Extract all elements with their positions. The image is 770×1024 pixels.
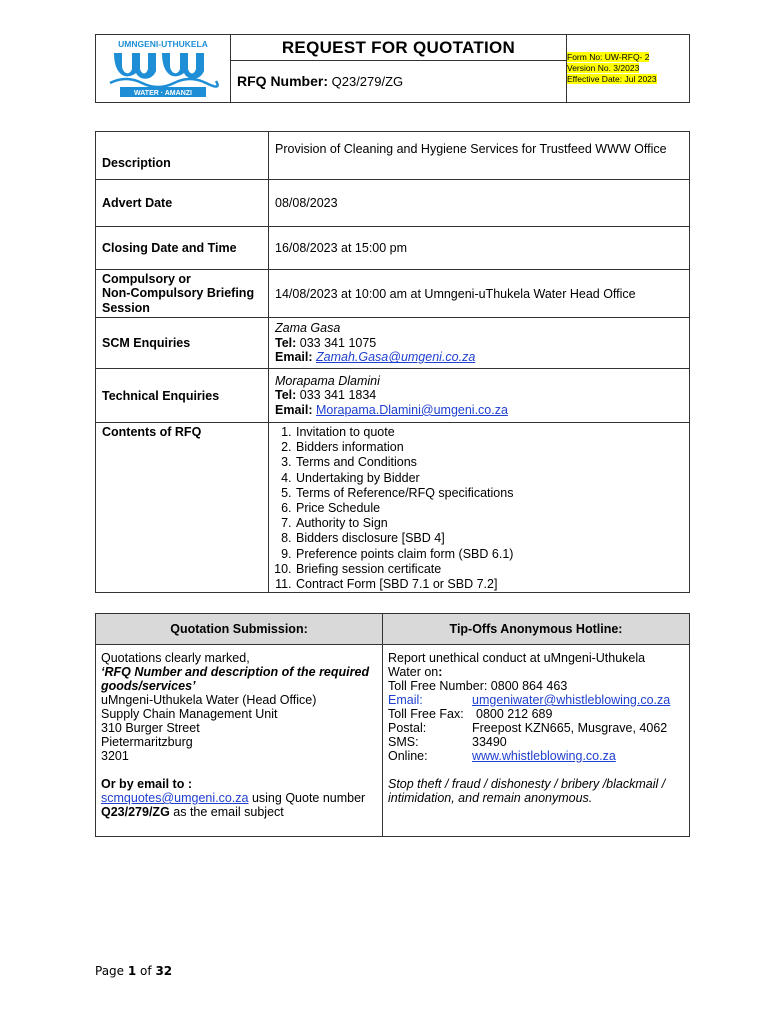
advert-label: Advert Date: [96, 180, 269, 227]
hotline-online-link[interactable]: www.whistleblowing.co.za: [472, 749, 616, 763]
stop-fraud-text: [388, 777, 684, 805]
hotline-header: Tip-Offs Anonymous Hotline:: [383, 614, 690, 645]
tech-contact: [269, 369, 690, 423]
effective-date: Effective Date: Jul 2023: [567, 74, 657, 84]
logo-cell: [96, 35, 231, 103]
scm-label: SCM Enquiries: [96, 318, 269, 369]
title-cell: [231, 35, 567, 103]
email-rest-text: using Quote number: [248, 791, 366, 805]
scm-email-label: Email:: [275, 350, 313, 365]
scm-quotes-email-link[interactable]: scmquotes@umgeni.co.za: [101, 791, 249, 805]
hotline-sms-row: [388, 735, 684, 749]
briefing-label-3: Session: [102, 300, 150, 315]
page-of: of: [136, 964, 156, 978]
hotline-cell: [383, 645, 690, 837]
hotline-postal-row: [388, 721, 684, 735]
document-title: REQUEST FOR QUOTATION: [231, 36, 566, 61]
tech-email-link[interactable]: Morapama.Dlamini@umgeni.co.za: [316, 402, 508, 417]
company-logo: [96, 35, 230, 99]
hotline-online-label: Online:: [388, 749, 428, 763]
page-prefix: Page: [95, 964, 128, 978]
contents-item: 1. Invitation to quote: [295, 425, 683, 440]
scm-email-link[interactable]: Zamah.Gasa@umgeni.co.za: [316, 350, 476, 365]
description-label: Description: [96, 132, 269, 180]
marked-emphasis: [101, 665, 377, 693]
contents-item: 3. Terms and Conditions: [295, 455, 683, 470]
hotline-postal-value: Freepost KZN665, Musgrave, 4062: [472, 721, 668, 735]
contents-label: Contents of RFQ: [96, 423, 269, 593]
description-value: Provision of Cleaning and Hygiene Services for Trustfeed WWW Office: [269, 132, 690, 180]
report-line-2-text: Water on: [388, 665, 439, 679]
contents-row: [96, 423, 690, 593]
page-current: 1: [127, 964, 137, 978]
or-email-label: Or by email to :: [101, 777, 192, 791]
address-line-3: 310 Burger Street: [101, 721, 200, 735]
tech-tel: 033 341 1834: [299, 388, 377, 403]
contents-item: 7. Authority to Sign: [295, 516, 683, 531]
contents-item: 5. Terms of Reference/RFQ specifications: [295, 486, 683, 501]
contents-item: 11. Contract Form [SBD 7.1 or SBD 7.2]: [295, 577, 683, 592]
submission-cell: [96, 645, 383, 837]
hotline-fax-value: 0800 212 689: [476, 707, 553, 721]
version-no: Version No. 3/2023: [567, 63, 640, 73]
tech-name: Morapama Dlamini: [275, 373, 380, 388]
rfq-number-label: RFQ Number:: [237, 72, 328, 89]
briefing-label-1: Compulsory or: [102, 271, 191, 286]
briefing-row: [96, 270, 690, 318]
scm-tel-label: Tel:: [275, 335, 297, 350]
contents-list: [275, 425, 683, 592]
scm-contact: [269, 318, 690, 369]
hotline-fax-label: Toll Free Fax:: [388, 707, 464, 721]
hotline-sms-value: 33490: [472, 735, 507, 749]
scm-tel: 033 341 1075: [299, 335, 377, 350]
address-line-2: Supply Chain Management Unit: [101, 707, 278, 721]
hotline-email-label: Email:: [388, 693, 423, 707]
rfq-number-line: [231, 61, 566, 102]
report-line-2: [388, 665, 684, 679]
contents-item: 4. Undertaking by Bidder: [295, 471, 683, 486]
address-line-5: 3201: [101, 749, 129, 763]
hotline-fax-row: [388, 707, 684, 721]
form-meta: [567, 35, 690, 103]
contents-item: 9. Preference points claim form (SBD 6.1): [295, 547, 683, 562]
tech-email-label: Email:: [275, 402, 313, 417]
submission-table: [95, 613, 690, 837]
contents-item: 8. Bidders disclosure [SBD 4]: [295, 531, 683, 546]
submission-header: Quotation Submission:: [96, 614, 383, 645]
hotline-email-row: [388, 693, 684, 707]
toll-free-number: Toll Free Number: 0800 864 463: [388, 679, 568, 693]
marked-emphasis-2: goods/services’: [101, 679, 196, 693]
address-line-1: uMngeni-Uthukela Water (Head Office): [101, 693, 317, 707]
contents-item: 10. Briefing session certificate: [295, 562, 683, 577]
contents-item: 6. Price Schedule: [295, 501, 683, 516]
contents-item: 2. Bidders information: [295, 440, 683, 455]
logo-bottom-text: WATER · AMANZI: [134, 90, 192, 97]
rfq-details-table: [95, 131, 690, 593]
scm-name: Zama Gasa: [275, 321, 341, 336]
closing-label: Closing Date and Time: [96, 227, 269, 270]
hotline-postal-label: Postal:: [388, 721, 427, 735]
scm-row: [96, 318, 690, 369]
closing-value: 16/08/2023 at 15:00 pm: [269, 227, 690, 270]
email-subject-line: [101, 805, 377, 819]
form-no: Form No: UW-RFQ- 2: [567, 52, 650, 62]
advert-value: 08/08/2023: [269, 180, 690, 227]
stop-fraud-line-1: Stop theft / fraud / dishonesty / bribery /blackmail /: [388, 777, 666, 791]
page-total: 32: [155, 964, 173, 978]
tech-tel-label: Tel:: [275, 388, 297, 403]
advert-row: [96, 180, 690, 227]
closing-row: [96, 227, 690, 270]
quote-number: Q23/279/ZG: [101, 805, 170, 819]
stop-fraud-line-2: intimidation, and remain anonymous.: [388, 791, 593, 805]
page-number: [95, 964, 172, 978]
email-submission-line: [101, 791, 377, 805]
hotline-online-row: [388, 749, 684, 763]
address-line-4: Pietermaritzburg: [101, 735, 193, 749]
document-header: [95, 34, 690, 100]
report-line-1: Report unethical conduct at uMngeni-Uthukela: [388, 651, 646, 665]
contents-cell: [269, 423, 690, 593]
marked-text: Quotations clearly marked,: [101, 651, 250, 665]
hotline-email-link[interactable]: umgeniwater@whistleblowing.co.za: [472, 693, 671, 707]
hotline-sms-label: SMS:: [388, 735, 419, 749]
rfq-number-value: Q23/279/ZG: [331, 73, 404, 89]
report-line-2-colon: :: [438, 665, 443, 679]
briefing-value: 14/08/2023 at 10:00 am at Umngeni-uThukela Water Head Office: [269, 270, 690, 318]
logo-top-text: UMNGENI-UTHUKELA: [118, 39, 208, 49]
email-subject-text: as the email subject: [169, 805, 284, 819]
briefing-label: [96, 270, 269, 318]
tech-row: [96, 369, 690, 423]
description-row: [96, 132, 690, 180]
marked-emphasis-1: ‘RFQ Number and description of the required: [101, 665, 370, 679]
tech-label: Technical Enquiries: [96, 369, 269, 423]
briefing-label-2: Non-Compulsory Briefing: [102, 286, 255, 301]
